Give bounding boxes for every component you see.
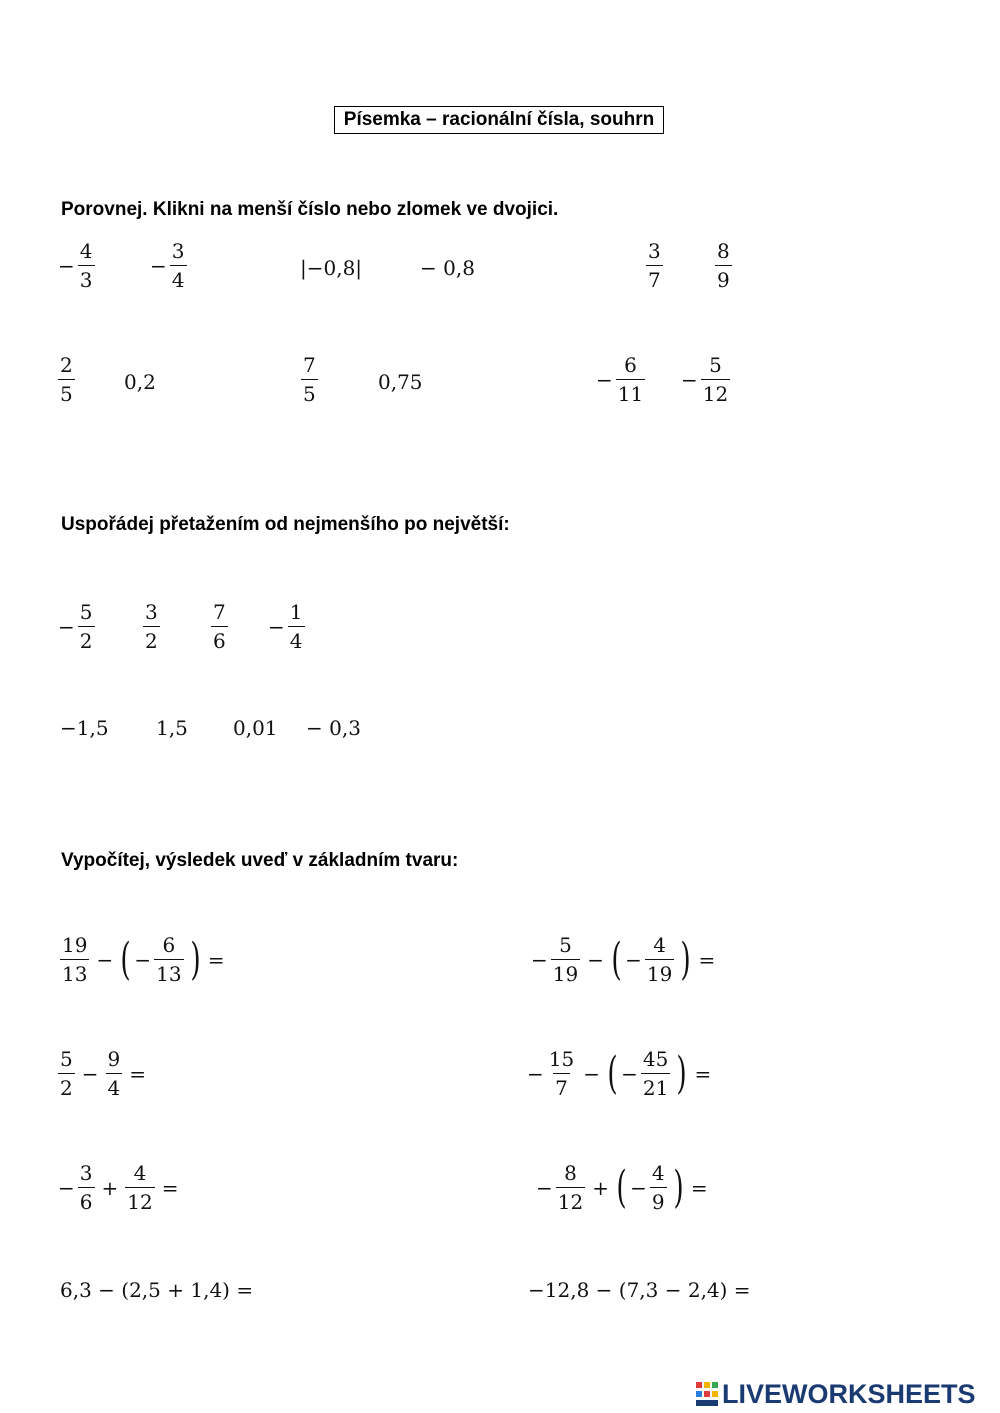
sign: −	[681, 367, 698, 392]
compare-item-4a[interactable]	[55, 354, 78, 405]
compare-item-3a[interactable]	[643, 240, 666, 291]
fraction: $\frac{3}{4}$	[171, 239, 185, 292]
fraction: $\frac{3}{2}$	[145, 600, 158, 653]
compare-item-2b[interactable]: − 0,8	[420, 256, 475, 280]
exercise-3: $\frac{5}{2}$ − $\frac{9}{4}$ =	[60, 1047, 146, 1100]
fraction: $\frac{3}{7}$	[648, 239, 661, 292]
compare-item-5b[interactable]: 0,75	[378, 370, 423, 394]
drag-decimal-4[interactable]: − 0,3	[306, 716, 361, 740]
compare-item-2a[interactable]: |−0,8|	[300, 256, 363, 280]
liveworksheets-logo[interactable]	[696, 1379, 976, 1410]
exercise-6: − $\frac{8}{12}$ + ( − $\frac{4}{9}$ ) =	[536, 1161, 708, 1214]
drag-decimal-1[interactable]: −1,5	[60, 716, 109, 740]
drag-fraction-4[interactable]: − $\frac{1}{4}$	[268, 600, 303, 653]
order-heading: Uspořádej přetažením od nejmenšího po největší:	[61, 514, 510, 535]
sign: −	[150, 253, 167, 278]
compare-item-6a[interactable]	[596, 354, 648, 405]
page-title: Písemka – racionální čísla, souhrn	[334, 106, 664, 134]
fraction: $\frac{5}{12}$	[702, 353, 729, 406]
exercise-1: $\frac{19}{13}$ − ( − $\frac{6}{13}$ ) =	[62, 933, 225, 986]
compare-item-6b[interactable]	[681, 354, 733, 405]
logo-text: LIVEWORKSHEETS	[722, 1379, 976, 1409]
exercise-2: − $\frac{5}{19}$ − ( − $\frac{4}{19}$ ) =	[531, 933, 716, 986]
fraction: $\frac{6}{11}$	[617, 353, 644, 406]
fraction: $\frac{4}{3}$	[79, 239, 93, 292]
liveworksheets-icon	[696, 1382, 718, 1408]
fraction: $\frac{2}{5}$	[60, 353, 73, 406]
fraction: $\frac{7}{6}$	[213, 600, 226, 653]
fraction: $\frac{8}{9}$	[717, 239, 730, 292]
drag-decimal-3[interactable]: 0,01	[233, 716, 278, 740]
drag-fraction-3[interactable]	[208, 601, 231, 652]
compare-item-1a[interactable]	[58, 240, 98, 291]
compare-item-3b[interactable]	[712, 240, 735, 291]
exercise-8: −12,8 − (7,3 − 2,4) =	[528, 1278, 751, 1302]
sign: −	[58, 253, 75, 278]
sign: −	[596, 367, 613, 392]
drag-fraction-1[interactable]: − $\frac{5}{2}$	[58, 600, 93, 653]
drag-fraction-2[interactable]	[140, 601, 163, 652]
fraction: $\frac{7}{5}$	[303, 353, 316, 406]
fraction: $\frac{5}{2}$	[79, 600, 93, 653]
compare-item-5a[interactable]	[298, 354, 321, 405]
exercise-7: 6,3 − (2,5 + 1,4) =	[60, 1278, 254, 1302]
drag-decimal-2[interactable]: 1,5	[156, 716, 188, 740]
exercise-5: − $\frac{3}{6}$ + $\frac{4}{12}$ =	[58, 1161, 179, 1214]
compare-item-1b[interactable]	[150, 240, 190, 291]
fraction: $\frac{1}{4}$	[289, 600, 303, 653]
calc-heading: Vypočítej, výsledek uveď v základním tvaru:	[61, 850, 459, 871]
compare-item-4b[interactable]: 0,2	[124, 370, 156, 394]
exercise-4: − $\frac{15}{7}$ − ( − $\frac{45}{21}$ ) =	[527, 1047, 712, 1100]
compare-heading: Porovnej. Klikni na menší číslo nebo zlomek ve dvojici.	[61, 199, 559, 220]
